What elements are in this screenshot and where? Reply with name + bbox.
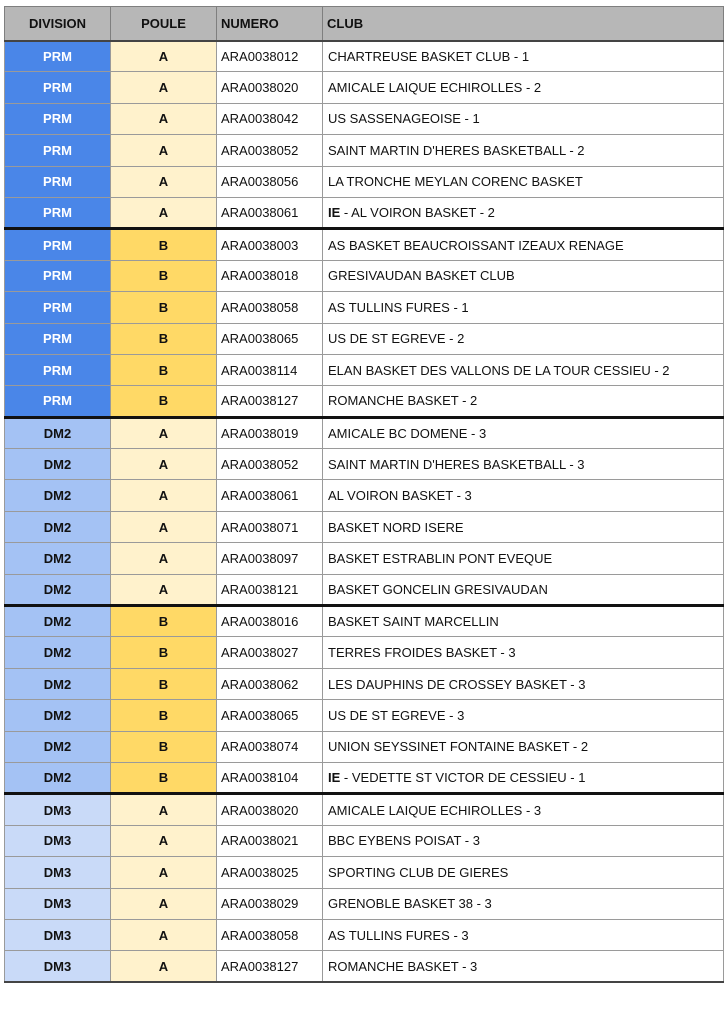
table-row bbox=[5, 825, 724, 856]
division-cell[interactable]: PRM bbox=[5, 166, 111, 197]
division-cell[interactable]: DM3 bbox=[5, 857, 111, 888]
club-name: TERRES FROIDES BASKET - 3 bbox=[328, 645, 516, 661]
poule-cell[interactable]: A bbox=[111, 103, 217, 134]
table-row bbox=[5, 417, 724, 448]
numero-cell[interactable]: ARA0038042 bbox=[217, 103, 323, 134]
club-cell[interactable] bbox=[323, 637, 724, 668]
club-cell[interactable] bbox=[323, 762, 724, 793]
club-cell[interactable] bbox=[323, 574, 724, 605]
club-cell[interactable] bbox=[323, 731, 724, 762]
club-name: ELAN BASKET DES VALLONS DE LA TOUR CESSIEU - 2 bbox=[328, 362, 670, 378]
numero-cell[interactable]: ARA0038052 bbox=[217, 135, 323, 166]
header-division[interactable]: DIVISION bbox=[5, 7, 111, 41]
poule-cell[interactable]: A bbox=[111, 135, 217, 166]
club-name: LA TRONCHE MEYLAN CORENC BASKET bbox=[328, 174, 583, 190]
poule-cell[interactable]: A bbox=[111, 449, 217, 480]
club-name: AMICALE LAIQUE ECHIROLLES - 3 bbox=[328, 802, 542, 818]
club-cell[interactable] bbox=[323, 857, 724, 888]
poule-cell[interactable]: B bbox=[111, 606, 217, 637]
poule-cell[interactable]: B bbox=[111, 762, 217, 793]
poule-cell[interactable]: B bbox=[111, 386, 217, 417]
club-name: SPORTING CLUB DE GIERES bbox=[328, 864, 509, 880]
club-cell[interactable] bbox=[323, 417, 724, 448]
club-name: BASKET GONCELIN GRESIVAUDAN bbox=[328, 581, 548, 597]
poule-cell[interactable]: A bbox=[111, 919, 217, 950]
division-cell[interactable]: DM2 bbox=[5, 417, 111, 448]
club-cell[interactable] bbox=[323, 41, 724, 72]
header-numero[interactable]: NUMERO bbox=[217, 7, 323, 41]
poule-cell[interactable]: B bbox=[111, 292, 217, 323]
table-row bbox=[5, 197, 724, 228]
division-cell[interactable]: PRM bbox=[5, 229, 111, 260]
numero-cell[interactable]: ARA0038065 bbox=[217, 323, 323, 354]
division-cell[interactable]: PRM bbox=[5, 386, 111, 417]
numero-cell[interactable]: ARA0038104 bbox=[217, 762, 323, 793]
numero-cell[interactable]: ARA0038058 bbox=[217, 919, 323, 950]
club-name: - AL VOIRON BASKET - 2 bbox=[340, 205, 495, 221]
division-cell[interactable]: DM2 bbox=[5, 668, 111, 699]
club-cell[interactable] bbox=[323, 229, 724, 260]
club-cell[interactable] bbox=[323, 543, 724, 574]
division-cell[interactable]: DM2 bbox=[5, 606, 111, 637]
numero-cell[interactable]: ARA0038114 bbox=[217, 354, 323, 385]
table-row bbox=[5, 449, 724, 480]
club-cell[interactable] bbox=[323, 668, 724, 699]
club-cell[interactable] bbox=[323, 794, 724, 825]
club-prefix: IE bbox=[328, 770, 341, 786]
division-cell[interactable]: DM2 bbox=[5, 574, 111, 605]
division-cell[interactable]: PRM bbox=[5, 103, 111, 134]
numero-cell[interactable]: ARA0038018 bbox=[217, 260, 323, 291]
table-row bbox=[5, 72, 724, 103]
club-cell[interactable] bbox=[323, 72, 724, 103]
table-row bbox=[5, 951, 724, 982]
numero-cell[interactable]: ARA0038061 bbox=[217, 480, 323, 511]
poule-cell[interactable]: A bbox=[111, 72, 217, 103]
table-row bbox=[5, 511, 724, 542]
poule-cell[interactable]: B bbox=[111, 229, 217, 260]
table-row bbox=[5, 41, 724, 72]
club-name: BASKET SAINT MARCELLIN bbox=[328, 614, 499, 630]
poule-cell[interactable]: A bbox=[111, 825, 217, 856]
numero-cell[interactable]: ARA0038121 bbox=[217, 574, 323, 605]
club-name: SAINT MARTIN D'HERES BASKETBALL - 3 bbox=[328, 456, 585, 472]
club-name: ROMANCHE BASKET - 3 bbox=[328, 958, 478, 974]
numero-cell[interactable]: ARA0038020 bbox=[217, 72, 323, 103]
poule-cell[interactable]: A bbox=[111, 511, 217, 542]
club-cell[interactable] bbox=[323, 354, 724, 385]
poule-cell[interactable]: A bbox=[111, 951, 217, 982]
club-name: LES DAUPHINS DE CROSSEY BASKET - 3 bbox=[328, 676, 586, 692]
division-cell[interactable]: DM2 bbox=[5, 762, 111, 793]
spreadsheet bbox=[4, 6, 723, 983]
poule-cell[interactable]: A bbox=[111, 197, 217, 228]
club-cell[interactable] bbox=[323, 449, 724, 480]
club-cell[interactable] bbox=[323, 197, 724, 228]
table-row bbox=[5, 292, 724, 323]
club-cell[interactable] bbox=[323, 166, 724, 197]
club-name: SAINT MARTIN D'HERES BASKETBALL - 2 bbox=[328, 142, 585, 158]
club-name: US DE ST EGREVE - 2 bbox=[328, 331, 465, 347]
club-name: AS TULLINS FURES - 1 bbox=[328, 299, 469, 315]
division-cell[interactable]: DM2 bbox=[5, 543, 111, 574]
division-cell[interactable]: DM3 bbox=[5, 794, 111, 825]
club-name: AMICALE LAIQUE ECHIROLLES - 2 bbox=[328, 80, 542, 96]
poule-cell[interactable]: A bbox=[111, 480, 217, 511]
club-name: CHARTREUSE BASKET CLUB - 1 bbox=[328, 48, 530, 64]
table-row bbox=[5, 229, 724, 260]
numero-cell[interactable]: ARA0038012 bbox=[217, 41, 323, 72]
club-name: - VEDETTE ST VICTOR DE CESSIEU - 1 bbox=[340, 770, 586, 786]
club-cell[interactable] bbox=[323, 919, 724, 950]
table-row bbox=[5, 386, 724, 417]
table-row bbox=[5, 260, 724, 291]
club-cell[interactable] bbox=[323, 386, 724, 417]
club-name: US DE ST EGREVE - 3 bbox=[328, 707, 465, 723]
club-name: AL VOIRON BASKET - 3 bbox=[328, 488, 472, 504]
numero-cell[interactable]: ARA0038056 bbox=[217, 166, 323, 197]
club-name: AS TULLINS FURES - 3 bbox=[328, 927, 469, 943]
numero-cell[interactable]: ARA0038029 bbox=[217, 888, 323, 919]
table-body bbox=[5, 41, 724, 983]
table-row bbox=[5, 668, 724, 699]
numero-cell[interactable]: ARA0038058 bbox=[217, 292, 323, 323]
division-cell[interactable]: DM2 bbox=[5, 449, 111, 480]
poule-cell[interactable]: A bbox=[111, 794, 217, 825]
table-row bbox=[5, 354, 724, 385]
table-row bbox=[5, 543, 724, 574]
poule-cell[interactable]: A bbox=[111, 857, 217, 888]
numero-cell[interactable]: ARA0038062 bbox=[217, 668, 323, 699]
club-name: BASKET NORD ISERE bbox=[328, 519, 464, 535]
header-club[interactable]: CLUB bbox=[323, 7, 724, 41]
numero-cell[interactable]: ARA0038025 bbox=[217, 857, 323, 888]
table-row bbox=[5, 700, 724, 731]
division-cell[interactable]: DM2 bbox=[5, 637, 111, 668]
club-cell[interactable] bbox=[323, 511, 724, 542]
division-cell[interactable]: DM3 bbox=[5, 919, 111, 950]
pools-table bbox=[4, 6, 724, 983]
division-cell[interactable]: DM2 bbox=[5, 700, 111, 731]
table-row bbox=[5, 606, 724, 637]
division-cell[interactable]: PRM bbox=[5, 135, 111, 166]
table-row bbox=[5, 857, 724, 888]
table-row bbox=[5, 166, 724, 197]
club-name: AS BASKET BEAUCROISSANT IZEAUX RENAGE bbox=[328, 237, 624, 253]
club-cell[interactable] bbox=[323, 480, 724, 511]
club-name: ROMANCHE BASKET - 2 bbox=[328, 393, 478, 409]
numero-cell[interactable]: ARA0038016 bbox=[217, 606, 323, 637]
poule-cell[interactable]: B bbox=[111, 354, 217, 385]
numero-cell[interactable]: ARA0038127 bbox=[217, 951, 323, 982]
numero-cell[interactable]: ARA0038020 bbox=[217, 794, 323, 825]
numero-cell[interactable]: ARA0038074 bbox=[217, 731, 323, 762]
numero-cell[interactable]: ARA0038061 bbox=[217, 197, 323, 228]
numero-cell[interactable]: ARA0038097 bbox=[217, 543, 323, 574]
numero-cell[interactable]: ARA0038021 bbox=[217, 825, 323, 856]
club-name: BBC EYBENS POISAT - 3 bbox=[328, 833, 480, 849]
club-cell[interactable] bbox=[323, 292, 724, 323]
poule-cell[interactable]: B bbox=[111, 700, 217, 731]
table-row bbox=[5, 637, 724, 668]
division-cell[interactable]: PRM bbox=[5, 354, 111, 385]
division-cell[interactable]: DM3 bbox=[5, 951, 111, 982]
club-name: BASKET ESTRABLIN PONT EVEQUE bbox=[328, 550, 553, 566]
table-row bbox=[5, 794, 724, 825]
division-cell[interactable]: PRM bbox=[5, 41, 111, 72]
club-cell[interactable] bbox=[323, 323, 724, 354]
numero-cell[interactable]: ARA0038071 bbox=[217, 511, 323, 542]
numero-cell[interactable]: ARA0038127 bbox=[217, 386, 323, 417]
poule-cell[interactable]: A bbox=[111, 41, 217, 72]
numero-cell[interactable]: ARA0038003 bbox=[217, 229, 323, 260]
club-cell[interactable] bbox=[323, 700, 724, 731]
club-prefix: IE bbox=[328, 205, 341, 221]
division-cell[interactable]: DM3 bbox=[5, 888, 111, 919]
division-cell[interactable]: DM3 bbox=[5, 825, 111, 856]
club-cell[interactable] bbox=[323, 103, 724, 134]
table-row bbox=[5, 135, 724, 166]
club-name: US SASSENAGEOISE - 1 bbox=[328, 111, 480, 127]
poule-cell[interactable]: B bbox=[111, 637, 217, 668]
poule-cell[interactable]: B bbox=[111, 323, 217, 354]
club-cell[interactable] bbox=[323, 260, 724, 291]
poule-cell[interactable]: B bbox=[111, 668, 217, 699]
club-name: GRESIVAUDAN BASKET CLUB bbox=[328, 268, 515, 284]
division-cell[interactable]: DM2 bbox=[5, 731, 111, 762]
poule-cell[interactable]: A bbox=[111, 543, 217, 574]
numero-cell[interactable]: ARA0038052 bbox=[217, 449, 323, 480]
table-row bbox=[5, 103, 724, 134]
club-cell[interactable] bbox=[323, 951, 724, 982]
club-name: AMICALE BC DOMENE - 3 bbox=[328, 425, 487, 441]
division-cell[interactable]: PRM bbox=[5, 323, 111, 354]
club-cell[interactable] bbox=[323, 606, 724, 637]
club-name: UNION SEYSSINET FONTAINE BASKET - 2 bbox=[328, 739, 589, 755]
division-cell[interactable]: DM2 bbox=[5, 511, 111, 542]
division-cell[interactable]: PRM bbox=[5, 260, 111, 291]
poule-cell[interactable]: A bbox=[111, 417, 217, 448]
table-row bbox=[5, 919, 724, 950]
table-row bbox=[5, 574, 724, 605]
numero-cell[interactable]: ARA0038065 bbox=[217, 700, 323, 731]
poule-cell[interactable]: A bbox=[111, 574, 217, 605]
poule-cell[interactable]: A bbox=[111, 166, 217, 197]
club-name: GRENOBLE BASKET 38 - 3 bbox=[328, 896, 492, 912]
table-row bbox=[5, 888, 724, 919]
numero-cell[interactable]: ARA0038027 bbox=[217, 637, 323, 668]
poule-cell[interactable]: B bbox=[111, 260, 217, 291]
header-poule[interactable]: POULE bbox=[111, 7, 217, 41]
table-row bbox=[5, 731, 724, 762]
numero-cell[interactable]: ARA0038019 bbox=[217, 417, 323, 448]
division-cell[interactable]: PRM bbox=[5, 292, 111, 323]
table-row bbox=[5, 480, 724, 511]
table-row bbox=[5, 323, 724, 354]
club-cell[interactable] bbox=[323, 888, 724, 919]
header-row bbox=[5, 7, 724, 41]
poule-cell[interactable]: A bbox=[111, 888, 217, 919]
poule-cell[interactable]: B bbox=[111, 731, 217, 762]
division-cell[interactable]: DM2 bbox=[5, 480, 111, 511]
division-cell[interactable]: PRM bbox=[5, 197, 111, 228]
club-cell[interactable] bbox=[323, 825, 724, 856]
table-row bbox=[5, 762, 724, 793]
club-cell[interactable] bbox=[323, 135, 724, 166]
division-cell[interactable]: PRM bbox=[5, 72, 111, 103]
